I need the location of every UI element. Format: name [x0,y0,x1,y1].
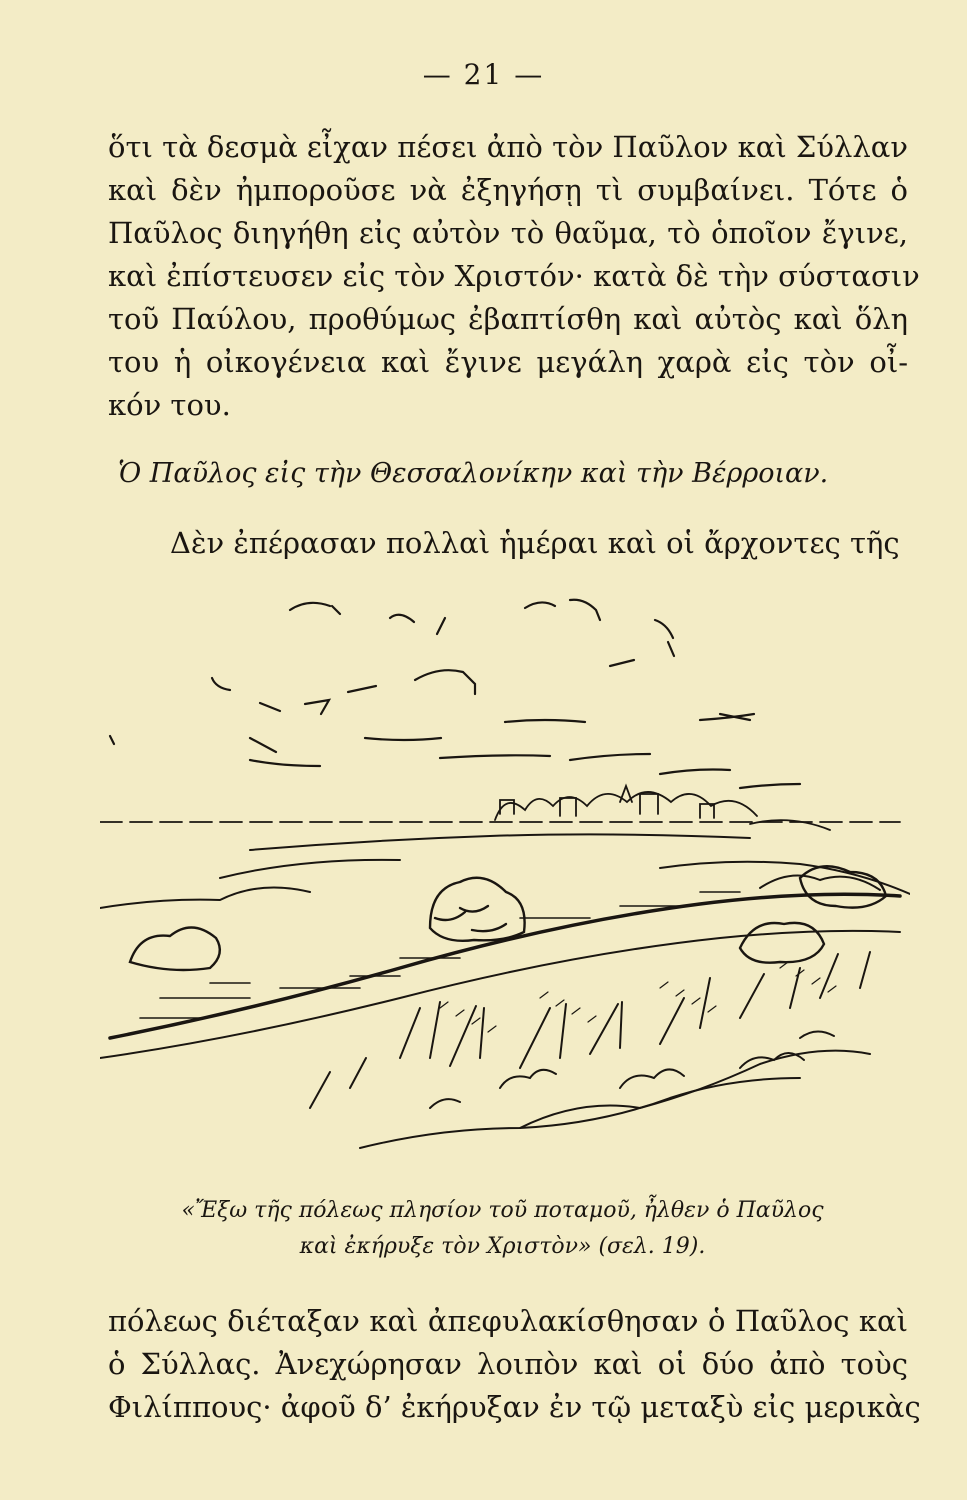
birds [110,600,800,788]
hatching [440,962,836,1032]
text-line: Φιλίππους· ἀφοῦ δ’ ἐκήρυξαν ἐν τῷ μεταξὺ εἰς μερικὰς [108,1390,921,1424]
paragraph-3 [108,1300,921,1429]
text-line: ὅτι τὰ δεσμὰ εἶχαν πέσει ἀπὸ τὸν Παῦλον καὶ Σύλλαν [108,130,909,164]
text-line: πόλεως διέταξαν καὶ ἀπεφυλακίσθησαν ὁ Παῦλος καὶ [108,1304,908,1338]
text-line: του ἡ οἰκογένεια καὶ ἔγινε μεγάλη χαρὰ εἰς τὸν οἶ- [108,345,908,379]
foreground-reeds [310,952,870,1148]
caption-line: καὶ ἐκήρυξε τὸν Χριστὸν» (σελ. 19). [299,1234,706,1259]
caption-line: «Ἔξω τῆς πόλεως πλησίον τοῦ ποταμοῦ, ἦλθεν ὁ Παῦλος [181,1198,824,1223]
text-line: τοῦ Παύλου, προθύμως ἐβαπτίσθη καὶ αὐτὸς καὶ ὅλη [108,302,908,336]
text-line: καὶ ἐπίστευσεν εἰς τὸν Χριστόν· κατὰ δὲ τὴν σύστασιν [108,259,920,293]
paragraph-1 [108,126,920,427]
illustration-caption [100,1193,905,1265]
text-line: καὶ δὲν ἠμποροῦσε νὰ ἐξηγήσῃ τὶ συμβαίνει. Τότε ὁ [108,173,908,207]
riverbank [100,894,900,1058]
text-line: ὁ Σύλλας. Ἀνεχώρησαν λοιπὸν καὶ οἱ δύο ἀπὸ τοὺς [108,1347,908,1381]
text-line: Παῦλος διηγήθη εἰς αὐτὸν τὸ θαῦμα, τὸ ὁποῖον ἔγινε, [108,216,908,250]
section-heading: Ὁ Παῦλος εἰς τὴν Θεσσαλονίκην καὶ τὴν Βέρροιαν. [118,458,829,489]
page-number: — 21 — [422,58,545,91]
text-line: Δὲν ἐπέρασαν πολλαὶ ἡμέραι καὶ οἱ ἄρχοντες τῆς [170,526,900,560]
river-landscape-engraving-icon [100,588,910,1178]
village-horizon [100,786,900,830]
text-line: κόν του. [108,388,231,422]
paragraph-2 [108,522,908,565]
